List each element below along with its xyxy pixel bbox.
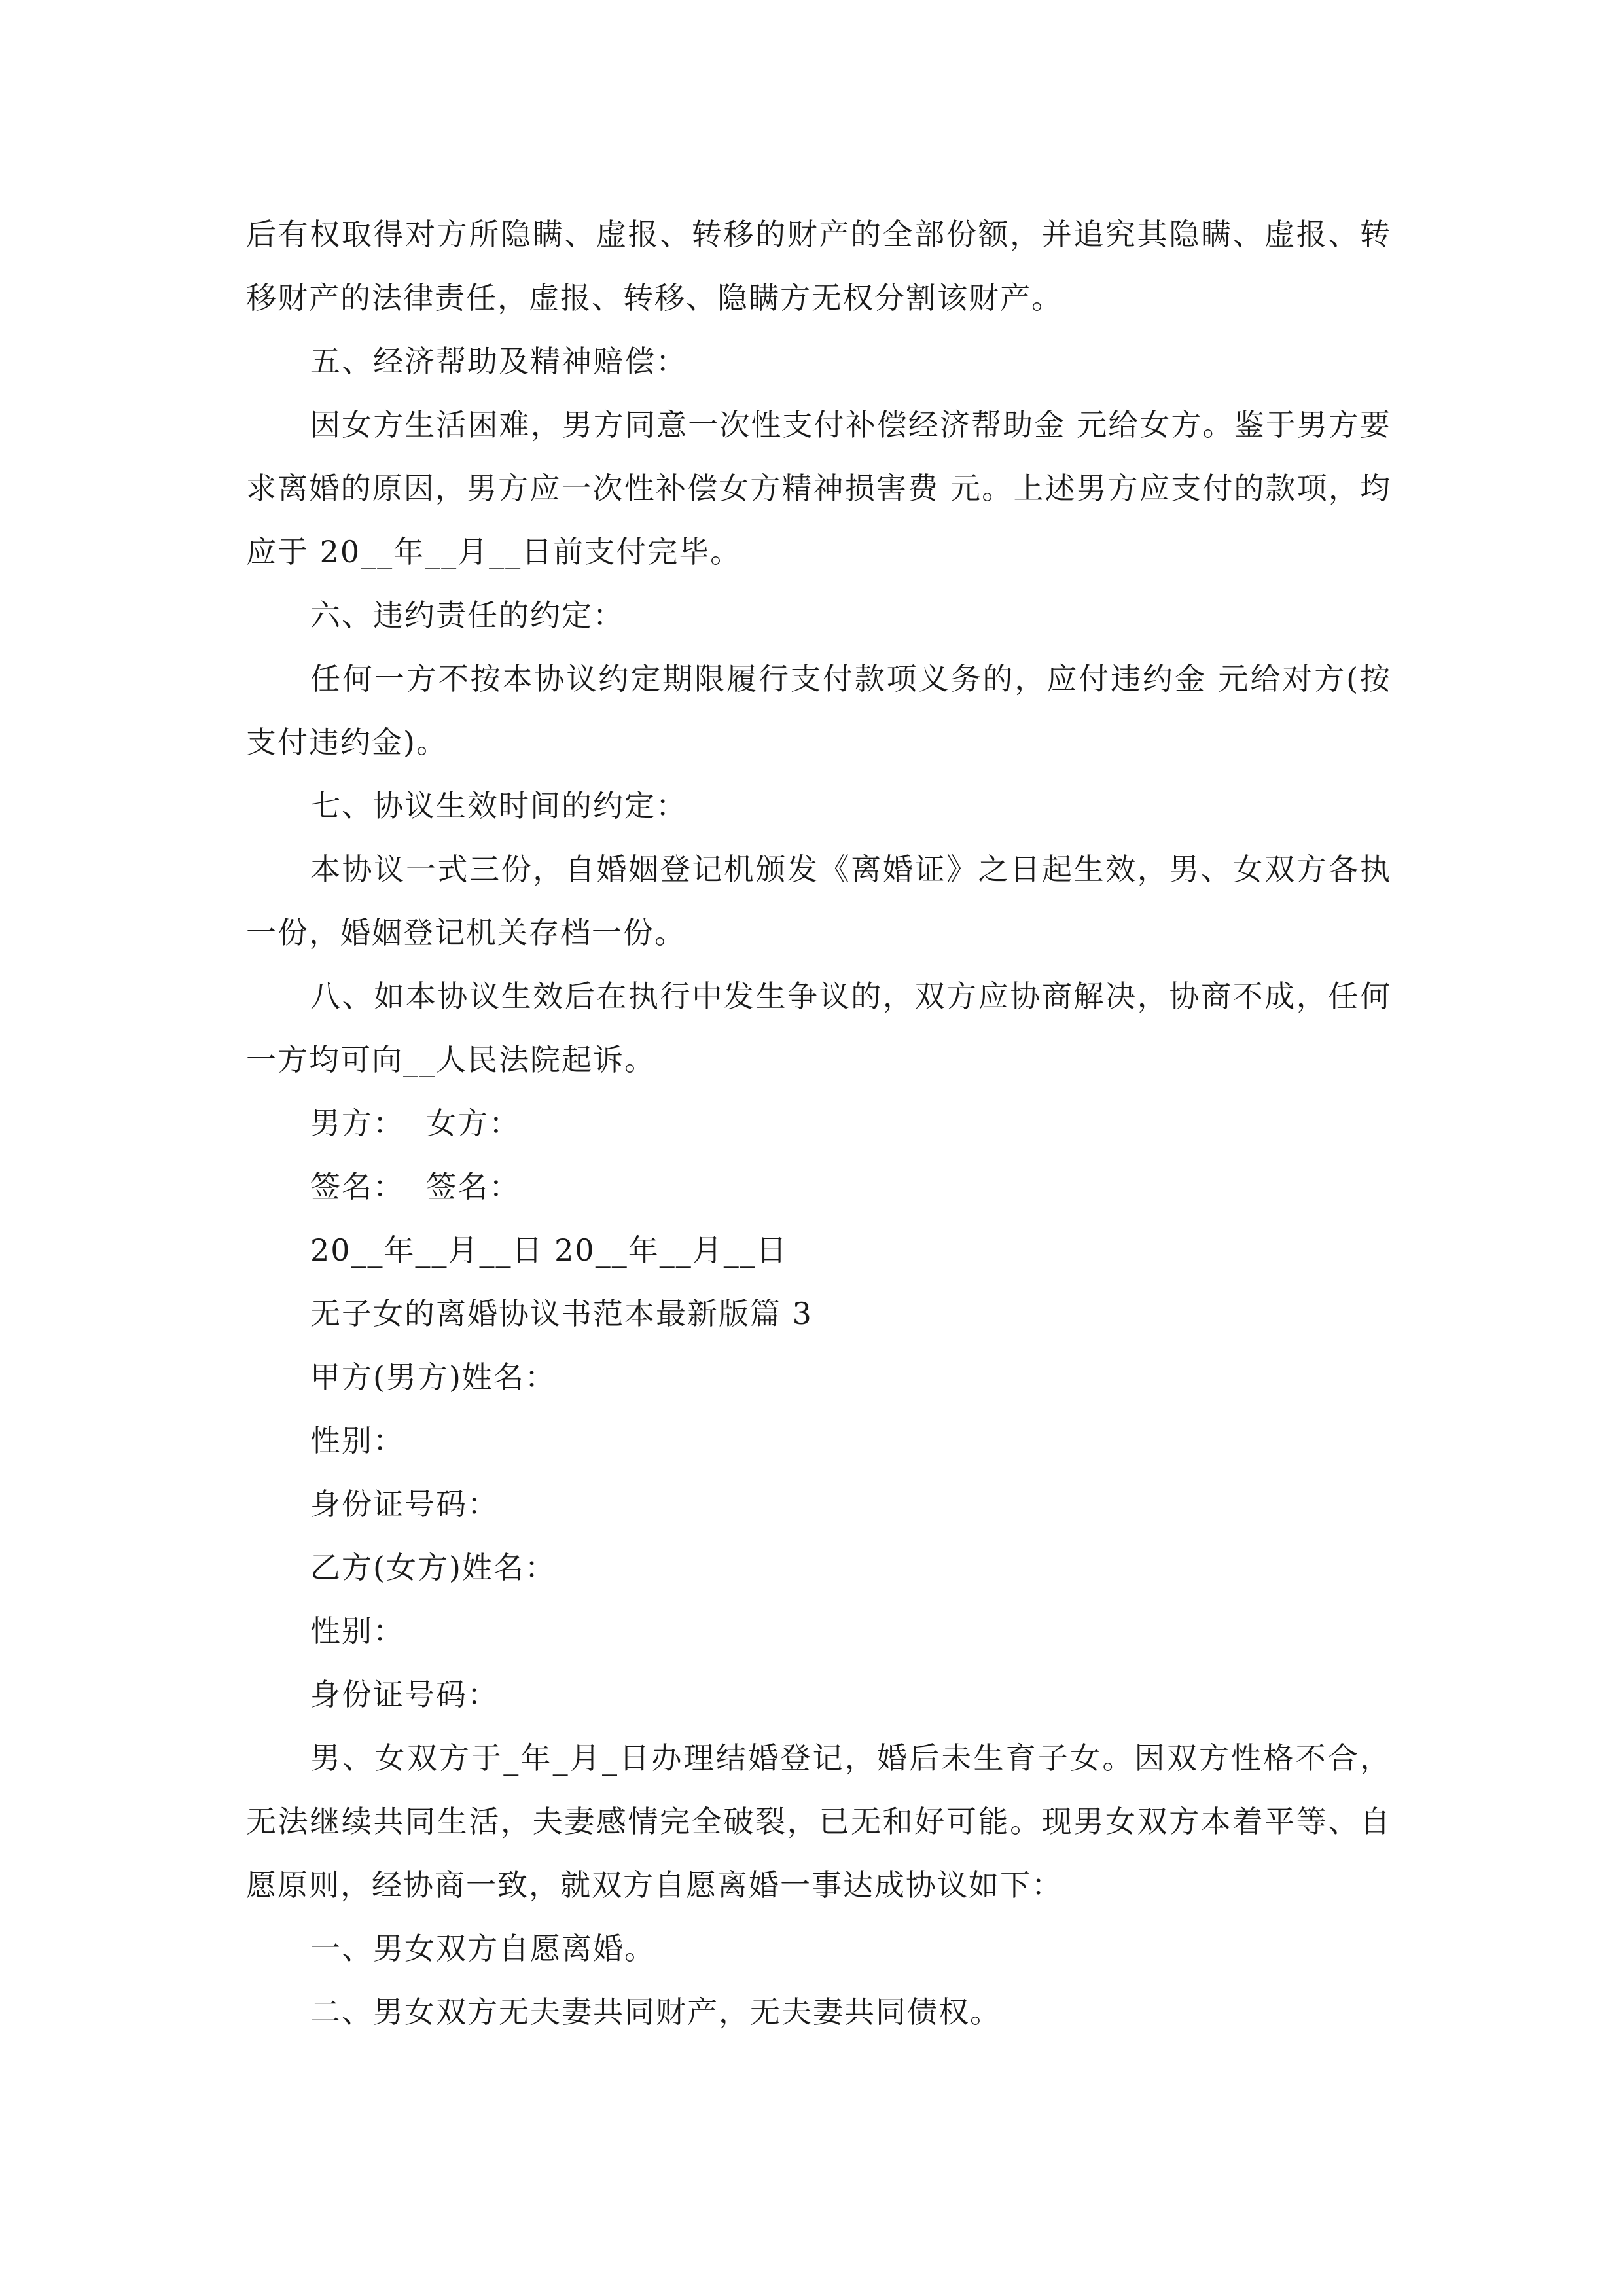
party-b-name: 乙方(女方)姓名：	[310, 1550, 556, 1585]
paragraph-property-concealment: 后有权取得对方所隐瞒、虚报、转移的财产的全部份额，并追究其隐瞒、虚报、转移财产的法律责任，虚报、转移、隐瞒方无权分割该财产。	[246, 217, 1391, 315]
paragraph-breach-liability: 任何一方不按本协议约定期限履行支付款项义务的，应付违约金 元给对方(按 支付违约金)。	[246, 661, 1402, 760]
party-a-gender: 性别：	[310, 1423, 404, 1458]
paragraph-economic-help: 因女方生活困难，男方同意一次性支付补偿经济帮助金 元给女方。鉴于男方要求离婚的原因，男方应一次性补偿女方精神损害费 元。上述男方应支付的款项，均应于 20__年__月__日前支付完毕。	[246, 407, 1391, 569]
heading-effective-time: 七、协议生效时间的约定：	[310, 788, 687, 823]
signature-line: 签名： 签名：	[310, 1169, 521, 1204]
party-a-name: 甲方(男方)姓名：	[310, 1359, 556, 1395]
heading-economic-help: 五、经济帮助及精神赔偿：	[310, 344, 687, 379]
party-b-id: 身份证号码：	[310, 1677, 499, 1712]
document-body	[246, 203, 1402, 2044]
party-a-id: 身份证号码：	[310, 1486, 499, 1522]
section-title: 无子女的离婚协议书范本最新版篇 3	[310, 1296, 813, 1331]
clause-voluntary-divorce: 一、男女双方自愿离婚。	[310, 1931, 656, 1966]
heading-breach-liability: 六、违约责任的约定：	[310, 598, 624, 633]
party-b-gender: 性别：	[310, 1613, 404, 1649]
paragraph-effective-time: 本协议一式三份，自婚姻登记机颁发《离婚证》之日起生效，男、女双方各执一份，婚姻登记机关存档一份。	[246, 852, 1391, 950]
parties-line: 男方： 女方：	[310, 1105, 521, 1141]
date-line: 20__年__月__日 20__年__月__日	[310, 1232, 788, 1268]
paragraph-marriage-background: 男、女双方于_年_月_日办理结婚登记，婚后未生育子女。因双方性格不合，无法继续共同生活，夫妻感情完全破裂，已无和好可能。现男女双方本着平等、自愿原则，经协商一致，就双方自愿离婚一事达成协议如下：	[246, 1740, 1391, 1903]
clause-no-common-property: 二、男女双方无夫妻共同财产，无夫妻共同债权。	[310, 1994, 1001, 2030]
paragraph-dispute-resolution: 八、如本协议生效后在执行中发生争议的，双方应协商解决，协商不成，任何一方均可向__人民法院起诉。	[246, 978, 1391, 1077]
